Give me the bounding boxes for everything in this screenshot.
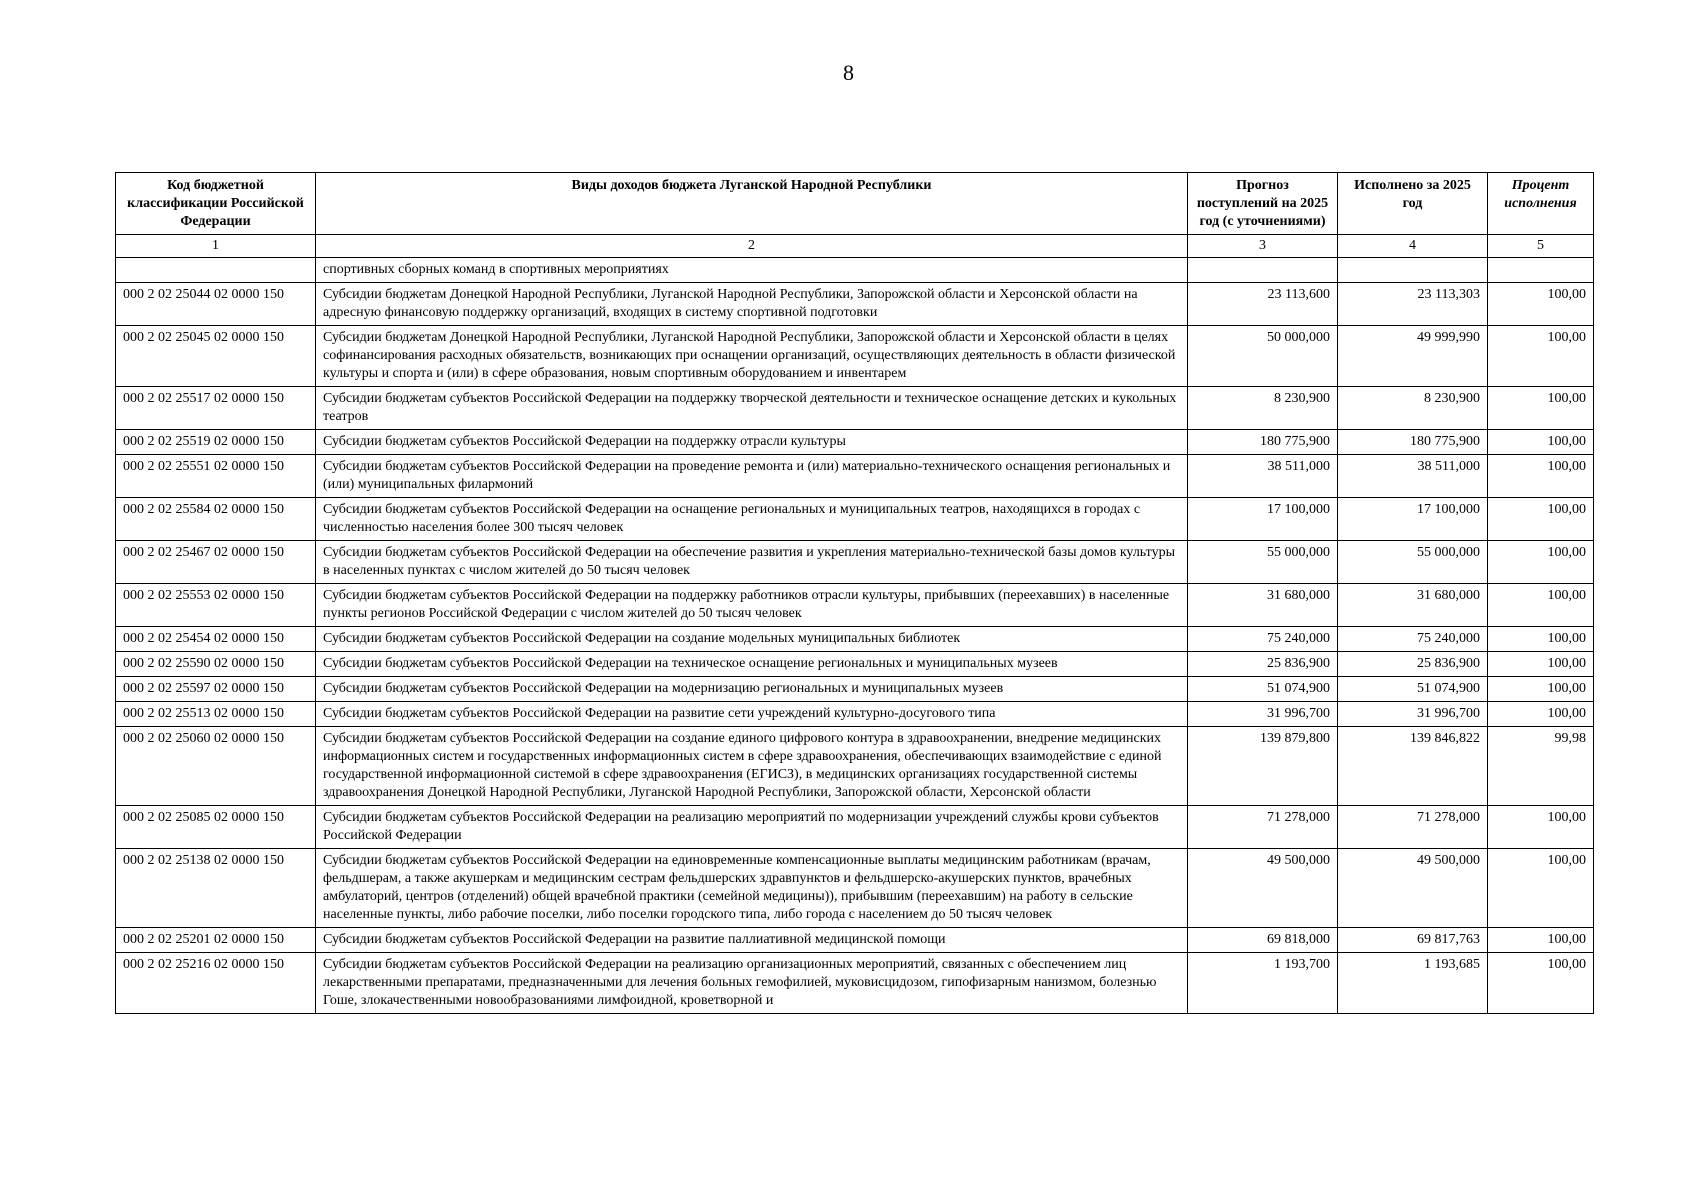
budget-code-cell: 000 2 02 25045 02 0000 150 [116, 326, 316, 387]
revenue-description-cell: Субсидии бюджетам субъектов Российской Федерации на обеспечение развития и укрепления материально-технической базы домов культуры в населенных пунктах с числом жителей до 50 тысяч человек [316, 541, 1188, 584]
header-code: Код бюджетной классификации Российской Федерации [116, 173, 316, 235]
forecast-value-cell: 69 818,000 [1188, 928, 1338, 953]
table-body [116, 258, 1594, 1014]
revenue-description-cell: Субсидии бюджетам субъектов Российской Федерации на проведение ремонта и (или) материально-технического оснащения региональных и (или) муниципальных филармоний [316, 455, 1188, 498]
table-row [116, 258, 1594, 283]
percent-value-cell: 100,00 [1488, 953, 1594, 1014]
budget-code-cell: 000 2 02 25553 02 0000 150 [116, 584, 316, 627]
forecast-value-cell: 1 193,700 [1188, 953, 1338, 1014]
budget-code-cell: 000 2 02 25519 02 0000 150 [116, 430, 316, 455]
forecast-value-cell [1188, 258, 1338, 283]
budget-code-cell: 000 2 02 25138 02 0000 150 [116, 849, 316, 928]
percent-value-cell [1488, 258, 1594, 283]
table-row [116, 430, 1594, 455]
executed-value-cell [1338, 258, 1488, 283]
budget-code-cell: 000 2 02 25584 02 0000 150 [116, 498, 316, 541]
revenue-description-cell: Субсидии бюджетам субъектов Российской Федерации на модернизацию региональных и муниципальных музеев [316, 677, 1188, 702]
revenue-description-cell: Субсидии бюджетам субъектов Российской Федерации на поддержку работников отрасли культуры, прибывших (переехавших) в населенные пункты регионов Российской Федерации с числом жителей до 50 тысяч человек [316, 584, 1188, 627]
budget-code-cell: 000 2 02 25597 02 0000 150 [116, 677, 316, 702]
column-number: 4 [1338, 235, 1488, 258]
budget-code-cell: 000 2 02 25590 02 0000 150 [116, 652, 316, 677]
forecast-value-cell: 71 278,000 [1188, 806, 1338, 849]
revenue-description-cell: Субсидии бюджетам субъектов Российской Федерации на оснащение региональных и муниципальных театров, находящихся в городах с численностью населения более 300 тысяч человек [316, 498, 1188, 541]
forecast-value-cell: 180 775,900 [1188, 430, 1338, 455]
forecast-value-cell: 49 500,000 [1188, 849, 1338, 928]
table-row [116, 702, 1594, 727]
forecast-value-cell: 25 836,900 [1188, 652, 1338, 677]
executed-value-cell: 8 230,900 [1338, 387, 1488, 430]
column-number: 1 [116, 235, 316, 258]
budget-code-cell [116, 258, 316, 283]
percent-value-cell: 100,00 [1488, 584, 1594, 627]
revenue-description-cell: Субсидии бюджетам субъектов Российской Федерации на реализацию мероприятий по модернизации учреждений службы крови субъектов Российской Федерации [316, 806, 1188, 849]
percent-value-cell: 100,00 [1488, 326, 1594, 387]
forecast-value-cell: 51 074,900 [1188, 677, 1338, 702]
budget-code-cell: 000 2 02 25454 02 0000 150 [116, 627, 316, 652]
percent-value-cell: 100,00 [1488, 430, 1594, 455]
revenue-description-cell: Субсидии бюджетам субъектов Российской Федерации на развитие сети учреждений культурно-досугового типа [316, 702, 1188, 727]
revenue-description-cell: Субсидии бюджетам Донецкой Народной Республики, Луганской Народной Республики, Запорожской области и Херсонской области на адресную финансовую поддержку организаций, входящих в систему спортивной подготовки [316, 283, 1188, 326]
column-number: 3 [1188, 235, 1338, 258]
percent-value-cell: 100,00 [1488, 455, 1594, 498]
table-row [116, 326, 1594, 387]
percent-value-cell: 100,00 [1488, 849, 1594, 928]
table-row [116, 928, 1594, 953]
executed-value-cell: 55 000,000 [1338, 541, 1488, 584]
column-number: 5 [1488, 235, 1594, 258]
budget-code-cell: 000 2 02 25060 02 0000 150 [116, 727, 316, 806]
executed-value-cell: 49 999,990 [1338, 326, 1488, 387]
table-row [116, 953, 1594, 1014]
revenue-description-cell: Субсидии бюджетам субъектов Российской Федерации на поддержку отрасли культуры [316, 430, 1188, 455]
revenue-description-cell: Субсидии бюджетам субъектов Российской Федерации на реализацию организационных мероприятий, связанных с обеспечением лиц лекарственными препаратами, предназначенными для лечения больных гемофилией, муковисцидозом, гипофизарным нанизмом, болезнью Гоше, злокачественными новообразованиями лимфоидной, кроветворной и [316, 953, 1188, 1014]
column-number-row [116, 235, 1594, 258]
header-revenue-type: Виды доходов бюджета Луганской Народной Республики [316, 173, 1188, 235]
percent-value-cell: 100,00 [1488, 677, 1594, 702]
table-row [116, 387, 1594, 430]
percent-value-cell: 99,98 [1488, 727, 1594, 806]
forecast-value-cell: 55 000,000 [1188, 541, 1338, 584]
percent-value-cell: 100,00 [1488, 498, 1594, 541]
forecast-value-cell: 17 100,000 [1188, 498, 1338, 541]
revenue-description-cell: Субсидии бюджетам субъектов Российской Федерации на создание модельных муниципальных библиотек [316, 627, 1188, 652]
table-row [116, 849, 1594, 928]
percent-value-cell: 100,00 [1488, 387, 1594, 430]
executed-value-cell: 31 680,000 [1338, 584, 1488, 627]
table-row [116, 498, 1594, 541]
budget-code-cell: 000 2 02 25201 02 0000 150 [116, 928, 316, 953]
revenue-description-cell: Субсидии бюджетам субъектов Российской Федерации на поддержку творческой деятельности и техническое оснащение детских и кукольных театров [316, 387, 1188, 430]
header-forecast: Прогноз поступлений на 2025 год (с уточнениями) [1188, 173, 1338, 235]
revenue-description-cell: Субсидии бюджетам субъектов Российской Федерации на единовременные компенсационные выплаты медицинским работникам (врачам, фельдшерам, а также акушеркам и медицинским сестрам фельдшерских здравпунктов и фельдшерско-акушерских пунктов, врачебных амбулаторий, центров (отделений) общей врачебной практики (семейной медицины)), прибывшим (переехавшим) на работу в сельские населенные пункты, либо рабочие поселки, либо поселки городского типа, либо города с населением до 50 тысяч человек [316, 849, 1188, 928]
executed-value-cell: 75 240,000 [1338, 627, 1488, 652]
forecast-value-cell: 139 879,800 [1188, 727, 1338, 806]
table-row [116, 541, 1594, 584]
executed-value-cell: 25 836,900 [1338, 652, 1488, 677]
budget-code-cell: 000 2 02 25517 02 0000 150 [116, 387, 316, 430]
table-row [116, 677, 1594, 702]
percent-value-cell: 100,00 [1488, 702, 1594, 727]
page-number: 8 [843, 60, 854, 85]
percent-value-cell: 100,00 [1488, 652, 1594, 677]
executed-value-cell: 23 113,303 [1338, 283, 1488, 326]
budget-code-cell: 000 2 02 25216 02 0000 150 [116, 953, 316, 1014]
forecast-value-cell: 23 113,600 [1188, 283, 1338, 326]
budget-code-cell: 000 2 02 25513 02 0000 150 [116, 702, 316, 727]
budget-code-cell: 000 2 02 25085 02 0000 150 [116, 806, 316, 849]
executed-value-cell: 17 100,000 [1338, 498, 1488, 541]
table-row [116, 627, 1594, 652]
executed-value-cell: 69 817,763 [1338, 928, 1488, 953]
forecast-value-cell: 8 230,900 [1188, 387, 1338, 430]
executed-value-cell: 71 278,000 [1338, 806, 1488, 849]
table-row [116, 727, 1594, 806]
revenue-description-cell: спортивных сборных команд в спортивных мероприятиях [316, 258, 1188, 283]
revenue-description-cell: Субсидии бюджетам субъектов Российской Федерации на создание единого цифрового контура в здравоохранении, внедрение медицинских информационных систем и государственных информационных систем в сфере здравоохранения, обеспечивающих взаимодействие с единой государственной информационной системой в сфере здравоохранения (ЕГИСЗ), в медицинских организациях государственной системы здравоохранения Донецкой Народной Республики, Луганской Народной Республики, Запорожской области, Херсонской области [316, 727, 1188, 806]
percent-value-cell: 100,00 [1488, 928, 1594, 953]
budget-code-cell: 000 2 02 25467 02 0000 150 [116, 541, 316, 584]
table-row [116, 652, 1594, 677]
budget-code-cell: 000 2 02 25044 02 0000 150 [116, 283, 316, 326]
forecast-value-cell: 75 240,000 [1188, 627, 1338, 652]
table-row [116, 455, 1594, 498]
column-number: 2 [316, 235, 1188, 258]
percent-value-cell: 100,00 [1488, 283, 1594, 326]
percent-value-cell: 100,00 [1488, 541, 1594, 584]
table-row [116, 584, 1594, 627]
forecast-value-cell: 31 996,700 [1188, 702, 1338, 727]
executed-value-cell: 1 193,685 [1338, 953, 1488, 1014]
table-row [116, 283, 1594, 326]
executed-value-cell: 49 500,000 [1338, 849, 1488, 928]
revenue-description-cell: Субсидии бюджетам Донецкой Народной Республики, Луганской Народной Республики, Запорожской области и Херсонской области в целях софинансирования расходных обязательств, возникающих при оснащении организаций, осуществляющих деятельность в области физической культуры и спорта и (или) в сфере образования, новым спортивным оборудованием и инвентарем [316, 326, 1188, 387]
header-percent: Процент исполнения [1488, 173, 1594, 235]
budget-code-cell: 000 2 02 25551 02 0000 150 [116, 455, 316, 498]
forecast-value-cell: 50 000,000 [1188, 326, 1338, 387]
percent-value-cell: 100,00 [1488, 806, 1594, 849]
executed-value-cell: 51 074,900 [1338, 677, 1488, 702]
revenue-description-cell: Субсидии бюджетам субъектов Российской Федерации на техническое оснащение региональных и муниципальных музеев [316, 652, 1188, 677]
forecast-value-cell: 38 511,000 [1188, 455, 1338, 498]
header-executed: Исполнено за 2025 год [1338, 173, 1488, 235]
revenue-description-cell: Субсидии бюджетам субъектов Российской Федерации на развитие паллиативной медицинской помощи [316, 928, 1188, 953]
percent-value-cell: 100,00 [1488, 627, 1594, 652]
executed-value-cell: 139 846,822 [1338, 727, 1488, 806]
executed-value-cell: 180 775,900 [1338, 430, 1488, 455]
executed-value-cell: 38 511,000 [1338, 455, 1488, 498]
forecast-value-cell: 31 680,000 [1188, 584, 1338, 627]
table-row [116, 806, 1594, 849]
budget-revenue-table [115, 172, 1594, 1014]
executed-value-cell: 31 996,700 [1338, 702, 1488, 727]
table-header-row [116, 173, 1594, 235]
